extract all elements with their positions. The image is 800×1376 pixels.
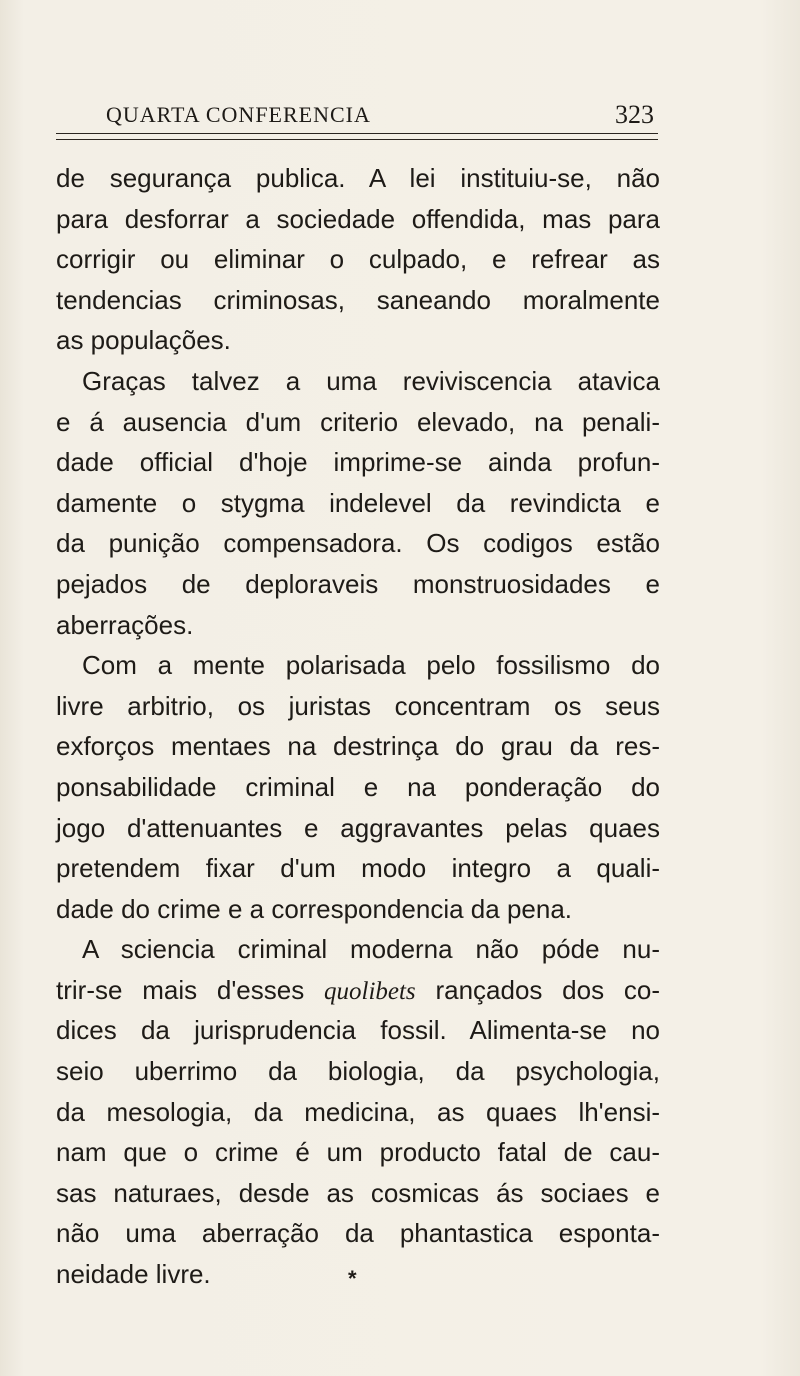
page-number: 323: [615, 100, 654, 129]
text-line: aberrações.: [56, 609, 194, 640]
header-rule-top: [56, 133, 658, 134]
text-line: não uma aberração da phantastica esponta-: [56, 1218, 660, 1249]
text-line: seio uberrimo da biologia, da psychologia,: [56, 1056, 660, 1087]
text-line: Com a mente polarisada pelo fossilismo do: [82, 650, 660, 681]
text-line: livre arbitrio, os juristas concentram os seus: [56, 690, 660, 721]
text-line: nam que o crime é um producto fatal de cau-: [56, 1137, 660, 1168]
text-line: neidade livre.: [56, 1259, 211, 1290]
text-line: ponsabilidade criminal e na ponderação do: [56, 771, 660, 802]
text-line: Graças talvez a uma reviviscencia atavica: [82, 365, 660, 396]
italic-term: quolibets: [324, 977, 416, 1005]
text-line: pretendem fixar d'um modo integro a quali-: [56, 853, 660, 884]
text-segment: trir-se mais d'esses: [56, 974, 324, 1005]
text-line: dices da jurisprudencia fossil. Alimenta-se no: [56, 1015, 660, 1046]
signature-mark: *: [348, 1266, 357, 1291]
text-line: para desforrar a sociedade offendida, mas para: [56, 203, 660, 234]
text-line: pejados de deploraveis monstruosidades e: [56, 568, 660, 599]
text-line: as populações.: [56, 325, 231, 356]
text-line: exforços mentaes na destrinça do grau da res-: [56, 731, 660, 762]
page-header: [56, 88, 658, 144]
text-line: jogo d'attenuantes e aggravantes pelas quaes: [56, 812, 660, 843]
text-segment: rançados dos co-: [415, 974, 660, 1005]
text-line: corrigir ou eliminar o culpado, e refrear as: [56, 244, 660, 275]
header-rule-bottom: [56, 139, 658, 140]
running-head: QUARTA CONFERENCIA: [106, 102, 371, 127]
text-line: A sciencia criminal moderna não póde nu-: [82, 934, 660, 965]
text-line: de segurança publica. A lei instituiu-se, não: [56, 163, 660, 193]
text-line: dade do crime e a correspondencia da pena.: [56, 893, 573, 924]
text-line-mixed: [56, 970, 660, 1011]
text-line: sas naturaes, desde as cosmicas ás sociaes e: [56, 1177, 660, 1208]
text-line: e á ausencia d'um criterio elevado, na penali-: [56, 406, 660, 437]
body-text: [56, 158, 660, 1295]
text-line: damente o stygma indelevel da revindicta e: [56, 487, 660, 518]
text-line: tendencias criminosas, saneando moralmente: [56, 284, 660, 315]
text-line: da mesologia, da medicina, as quaes lh'ensi-: [56, 1096, 660, 1127]
text-line: da punição compensadora. Os codigos estão: [56, 528, 660, 559]
text-line: dade official d'hoje imprime-se ainda profun-: [56, 447, 660, 478]
